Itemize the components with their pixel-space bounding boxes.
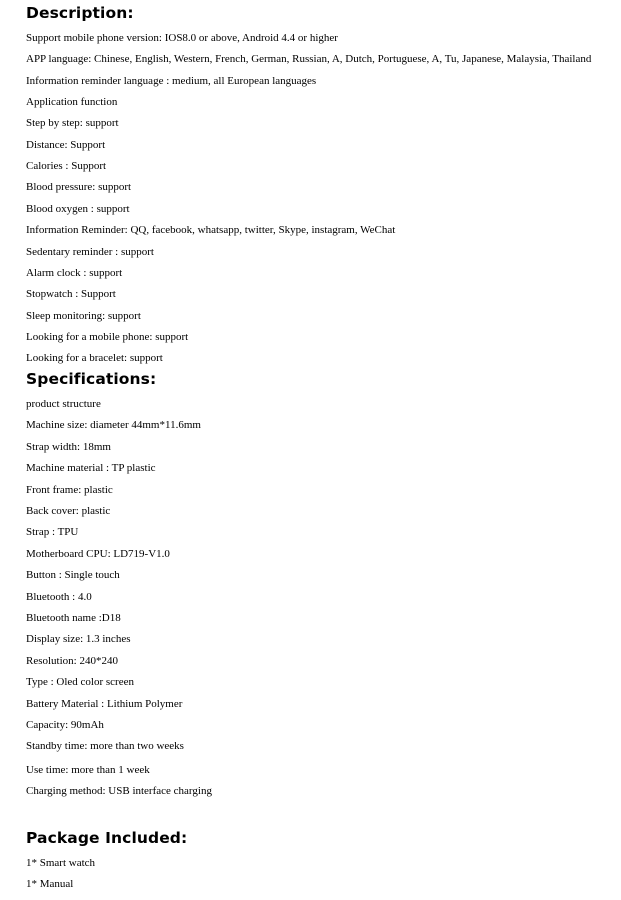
- package-heading: Package Included:: [26, 829, 188, 847]
- specification-line: Type : Oled color screen: [26, 676, 134, 688]
- description-line: Looking for a mobile phone: support: [26, 331, 189, 343]
- description-heading: Description:: [26, 4, 134, 22]
- package-line: 1* Smart watch: [26, 857, 96, 869]
- description-line: Alarm clock : support: [26, 267, 123, 279]
- description-line: Information Reminder: QQ, facebook, whatsapp, twitter, Skype, instagram, WeChat: [26, 224, 396, 236]
- specification-line: Standby time: more than two weeks: [26, 740, 184, 752]
- description-line: Sleep monitoring: support: [26, 310, 141, 322]
- description-line: APP language: Chinese, English, Western, French, German, Russian, A, Dutch, Portuguese, A, Tu, Japanese, Malaysia, Thailand: [26, 53, 592, 65]
- specifications-heading: Specifications:: [26, 370, 157, 388]
- description-line: Stopwatch : Support: [26, 288, 116, 300]
- description-line: Sedentary reminder : support: [26, 246, 154, 258]
- specification-line: Machine size: diameter 44mm*11.6mm: [26, 419, 201, 431]
- specification-line: Bluetooth name :D18: [26, 612, 121, 624]
- specification-line: Display size: 1.3 inches: [26, 633, 131, 645]
- specification-line: Machine material : TP plastic: [26, 462, 156, 474]
- description-line: Distance: Support: [26, 139, 106, 151]
- description-line: Support mobile phone version: IOS8.0 or above, Android 4.4 or higher: [26, 32, 338, 44]
- description-line: Calories : Support: [26, 160, 107, 172]
- specification-line: Capacity: 90mAh: [26, 719, 104, 731]
- description-line: Blood oxygen : support: [26, 203, 130, 215]
- description-line: Blood pressure: support: [26, 181, 132, 193]
- specification-line: Bluetooth : 4.0: [26, 591, 92, 603]
- specification-line: Strap width: 18mm: [26, 441, 111, 453]
- specification-line: Use time: more than 1 week: [26, 764, 150, 776]
- description-line: Information reminder language : medium, all European languages: [26, 75, 317, 87]
- specification-line: Motherboard CPU: LD719-V1.0: [26, 548, 170, 560]
- specification-line: Resolution: 240*240: [26, 655, 118, 667]
- specification-line: Back cover: plastic: [26, 505, 111, 517]
- specification-line: Strap : TPU: [26, 526, 79, 538]
- specification-line: Charging method: USB interface charging: [26, 785, 212, 797]
- specification-line: Front frame: plastic: [26, 484, 113, 496]
- description-line: Looking for a bracelet: support: [26, 352, 163, 364]
- package-line: 1* Manual: [26, 878, 74, 890]
- specification-line: Button : Single touch: [26, 569, 120, 581]
- description-line: Application function: [26, 96, 118, 108]
- specification-line: product structure: [26, 398, 101, 410]
- specification-line: Battery Material : Lithium Polymer: [26, 698, 183, 710]
- description-line: Step by step: support: [26, 117, 119, 129]
